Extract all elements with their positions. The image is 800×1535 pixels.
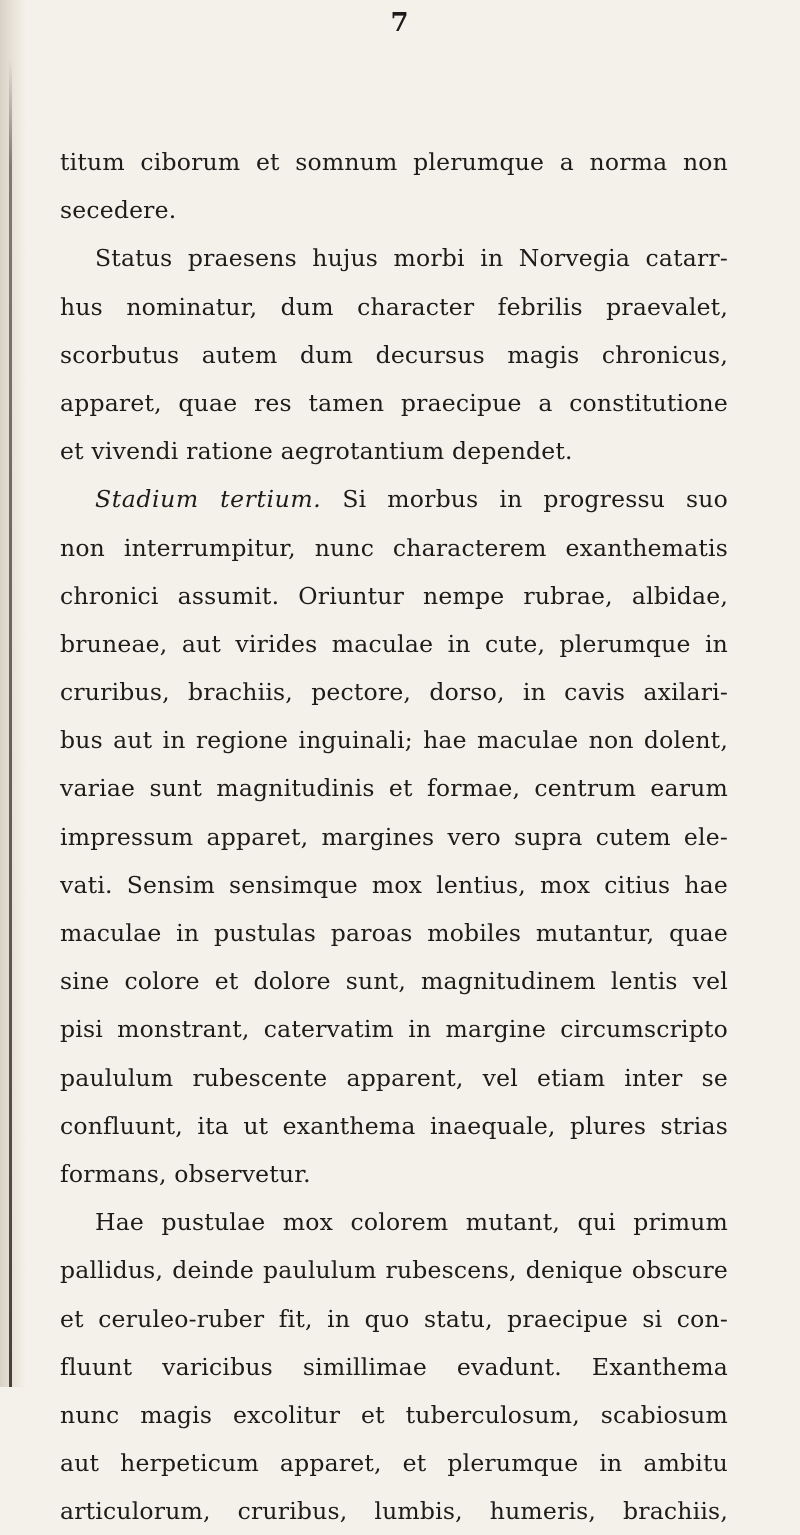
text-line: secedere. (60, 196, 177, 225)
text-line: maculae in pustulas paroas mobiles mutantur, quae (60, 919, 728, 947)
text-line: hus nominatur, dum character febrilis praevalet, (60, 292, 728, 321)
page-number: 7 (390, 8, 410, 38)
text-line: Status praesens hujus morbi in Norvegia catarr- (95, 244, 728, 273)
text-line: et vivendi ratione aegrotantium dependet. (60, 437, 573, 466)
text-line: titum ciborum et somnum plerumque a norma non (60, 148, 728, 176)
text-line (60, 475, 728, 523)
text-line: formans, observetur. (60, 1159, 311, 1188)
text-line: bus aut in regione inguinali; hae maculae non dolent, (60, 726, 728, 755)
text-line: bruneae, aut virides maculae in cute, plerumque in (60, 629, 728, 658)
binding-gutter (0, 0, 26, 1387)
text-line: impressum apparet, margines vero supra cutem ele- (60, 822, 728, 851)
text-line: articulorum, cruribus, lumbis, humeris, brachiis, (60, 1497, 728, 1526)
text-line: scorbutus autem dum decursus magis chronicus, (60, 340, 728, 369)
text-line: paululum rubescente apparent, vel etiam inter se (60, 1063, 728, 1092)
text-line: chronici assumit. Oriuntur nempe rubrae, albidae, (60, 581, 728, 610)
text-line: et ceruleo-ruber fit, in quo statu, praecipue si con- (60, 1304, 728, 1333)
binding-shadow-line (9, 60, 12, 1387)
body-text (60, 138, 728, 1535)
text-line: confluunt, ita ut exanthema inaequale, plures strias (60, 1111, 728, 1140)
text-line: fluunt varicibus simillimae evadunt. Exanthema (60, 1352, 728, 1381)
text-line: non interrumpitur, nunc characterem exanthematis (60, 533, 728, 562)
text-line-continuation: Si morbus in progressu suo (321, 485, 728, 514)
text-line: pisi monstrant, catervatim in margine circumscripto (60, 1015, 728, 1044)
text-line: aut herpeticum apparet, et plerumque in ambitu (60, 1449, 728, 1478)
text-line: Hae pustulae mox colorem mutant, qui primum (95, 1208, 728, 1237)
text-line: pallidus, deinde paululum rubescens, denique obscure (60, 1256, 728, 1285)
text-line: vati. Sensim sensimque mox lentius, mox citius hae (60, 870, 728, 899)
section-heading: Stadium tertium. (95, 485, 322, 514)
text-line: sine colore et dolore sunt, magnitudinem lentis vel (60, 967, 728, 996)
text-line: apparet, quae res tamen praecipue a constitutione (60, 388, 728, 417)
text-line: nunc magis excolitur et tuberculosum, scabiosum (60, 1400, 728, 1429)
text-line: variae sunt magnitudinis et formae, centrum earum (60, 774, 728, 803)
text-line: cruribus, brachiis, pectore, dorso, in cavis axilari- (60, 678, 728, 707)
